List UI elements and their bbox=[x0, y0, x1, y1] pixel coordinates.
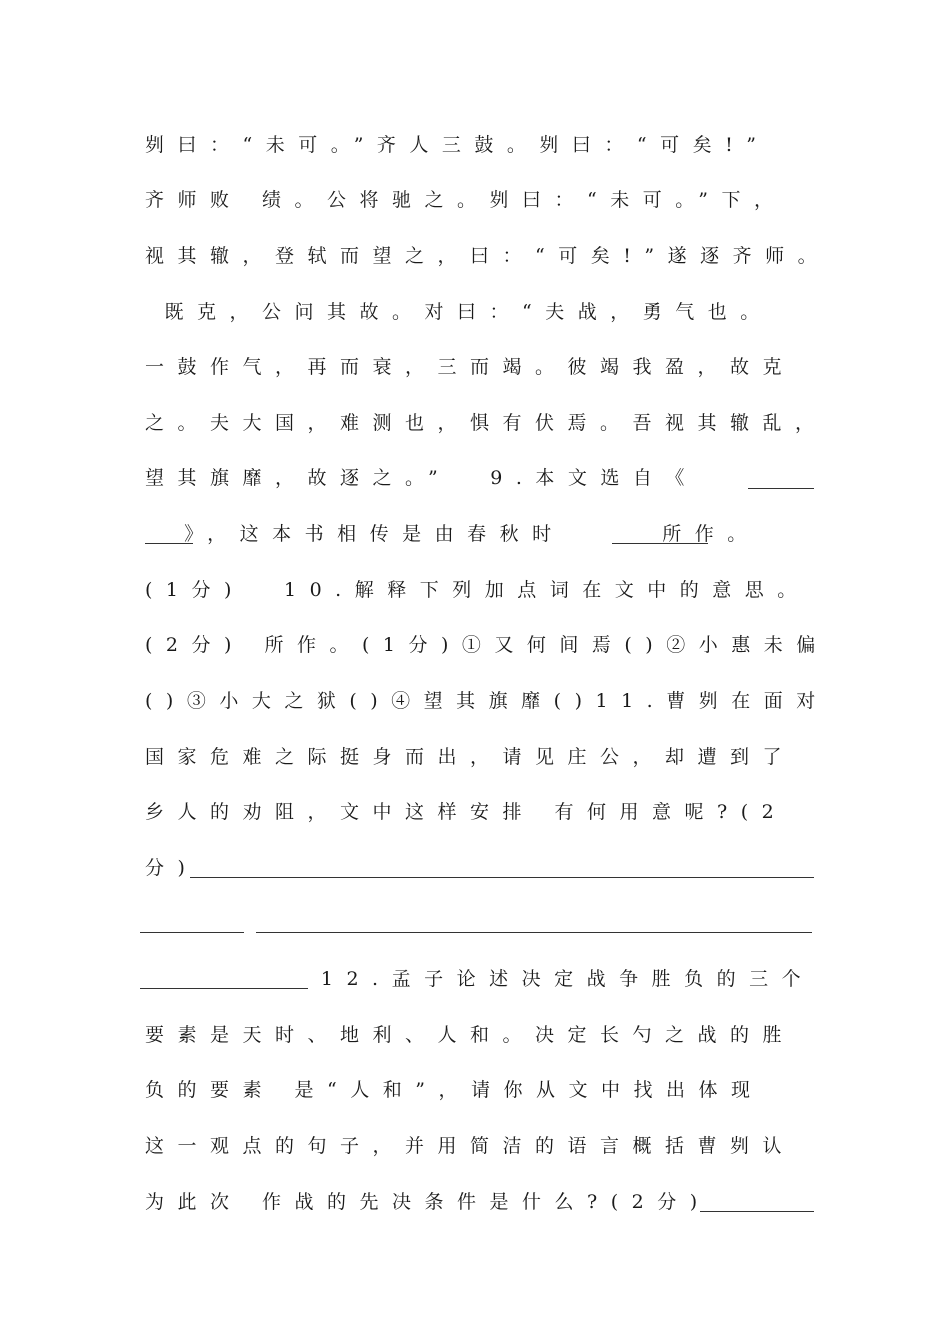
text-line-1: 刿曰：“未可。”齐人三鼓。刿曰：“可矣!” bbox=[145, 134, 770, 156]
book-title-blank-part1[interactable] bbox=[748, 488, 814, 489]
text-line-16: 12.孟子论述决定战争胜负的三个 bbox=[145, 968, 815, 990]
text-line-18: 负的要素 是“人和”，请你从文中找出体现 bbox=[145, 1079, 764, 1101]
book-title-blank-part2[interactable] bbox=[145, 543, 193, 544]
answer-line-q12[interactable] bbox=[700, 1211, 814, 1212]
answer-line-q11-3[interactable] bbox=[140, 988, 308, 989]
text-line-5: 一鼓作气，再而衰，三而竭。彼竭我盈，故克 bbox=[145, 356, 796, 378]
answer-line-q11-2a[interactable] bbox=[140, 932, 244, 933]
text-line-8: 》，这本书相传是由春秋时 所作。 bbox=[145, 523, 760, 545]
author-blank[interactable] bbox=[612, 543, 708, 544]
text-line-7: 望其旗靡，故逐之。” 9.本文选自《 bbox=[145, 467, 698, 489]
text-line-20: 为此次 作战的先决条件是什么?(2分) bbox=[145, 1191, 711, 1213]
text-line-3: 视其辙，登轼而望之，曰：“可矣!”遂逐齐师。 bbox=[145, 245, 831, 267]
answer-line-q11-1[interactable] bbox=[190, 877, 814, 878]
text-line-14: 分) bbox=[145, 857, 199, 879]
answer-line-q11-2b[interactable] bbox=[256, 932, 812, 933]
text-line-6: 之。夫大国，难测也，惧有伏焉。吾视其辙乱， bbox=[145, 412, 828, 434]
text-line-13: 乡人的劝阻，文中这样安排 有何用意呢?(2 bbox=[145, 801, 788, 823]
text-line-17: 要素是天时、地利、人和。决定长勺之战的胜 bbox=[145, 1024, 796, 1046]
text-line-10: (2分) 所作。(1分)①又何间焉()②小惠未偏 bbox=[145, 634, 829, 656]
text-line-11: ()③小大之狱()④望其旗靡()11.曹刿在面对 bbox=[145, 690, 829, 712]
text-line-4: 既克，公问其故。对曰：“夫战，勇气也。 bbox=[145, 301, 773, 323]
text-line-9: (1分) 10.解释下列加点词在文中的意思。 bbox=[145, 579, 810, 601]
text-line-19: 这一观点的句子，并用简洁的语言概括曹刿认 bbox=[145, 1135, 796, 1157]
text-line-2: 齐师败 绩。公将驰之。刿曰：“未可。”下， bbox=[145, 189, 787, 211]
text-line-12: 国家危难之际挺身而出，请见庄公，却遭到了 bbox=[145, 746, 796, 768]
